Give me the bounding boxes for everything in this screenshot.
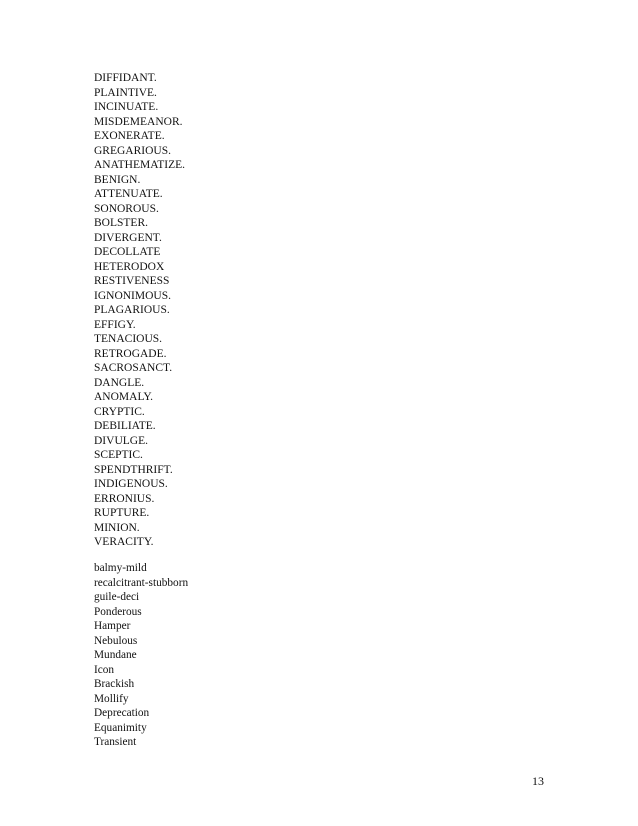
page-number: 13	[532, 774, 544, 788]
list-item: Icon	[94, 663, 115, 676]
list-item: Brackish	[94, 678, 135, 690]
list-item: INDIGENOUS.	[94, 478, 168, 490]
list-item: Deprecation	[94, 707, 150, 719]
list-item: GREGARIOUS.	[94, 144, 171, 157]
list-item: PLAINTIVE.	[94, 86, 157, 99]
list-item: MISDEMEANOR.	[94, 115, 183, 128]
list-item: BOLSTER.	[94, 217, 148, 229]
list-item: RUPTURE.	[94, 507, 150, 519]
list-item: ERRONIUS.	[94, 492, 155, 505]
list-item: ANOMALY.	[94, 391, 154, 403]
list-item: DIVULGE.	[94, 434, 148, 447]
list-item: RETROGADE.	[94, 347, 167, 360]
uppercase-word-list	[94, 71, 185, 550]
list-item: Equanimity	[94, 721, 147, 734]
list-item: SCEPTIC.	[94, 449, 143, 461]
list-item: DIFFIDANT.	[94, 72, 157, 84]
list-item: Ponderous	[94, 605, 142, 618]
list-item: recalcitrant-stubborn	[94, 576, 189, 589]
list-item: BENIGN.	[94, 173, 141, 186]
list-item: RESTIVENESS	[94, 275, 170, 287]
list-item: EXONERATE.	[94, 130, 165, 142]
list-item: MINION.	[94, 521, 140, 534]
list-item: PLAGARIOUS.	[94, 304, 170, 316]
list-item: DIVERGENT.	[94, 231, 162, 244]
list-item: DANGLE.	[94, 376, 145, 389]
list-item: Nebulous	[94, 634, 138, 647]
list-item: SACROSANCT.	[94, 362, 173, 374]
list-item: HETERODOX	[94, 260, 165, 273]
list-item: DECOLLATE	[94, 246, 161, 258]
list-item: DEBILIATE.	[94, 420, 156, 432]
list-item: CRYPTIC.	[94, 405, 145, 418]
list-item: Mundane	[94, 649, 137, 661]
list-item: INCINUATE.	[94, 101, 159, 113]
list-item: Mollify	[94, 692, 129, 705]
mixed-case-word-list	[94, 561, 188, 750]
list-item: balmy-mild	[94, 562, 147, 574]
list-item: guile-deci	[94, 591, 140, 603]
list-item: SONOROUS.	[94, 202, 159, 215]
list-item: Transient	[94, 736, 137, 748]
list-item: SPENDTHRIFT.	[94, 463, 173, 476]
list-item: ATTENUATE.	[94, 188, 163, 200]
list-item: IGNONIMOUS.	[94, 289, 171, 302]
list-item: VERACITY.	[94, 536, 154, 548]
list-item: Hamper	[94, 620, 131, 632]
list-item: TENACIOUS.	[94, 333, 163, 345]
list-item: EFFIGY.	[94, 318, 136, 331]
list-item: ANATHEMATIZE.	[94, 159, 186, 171]
